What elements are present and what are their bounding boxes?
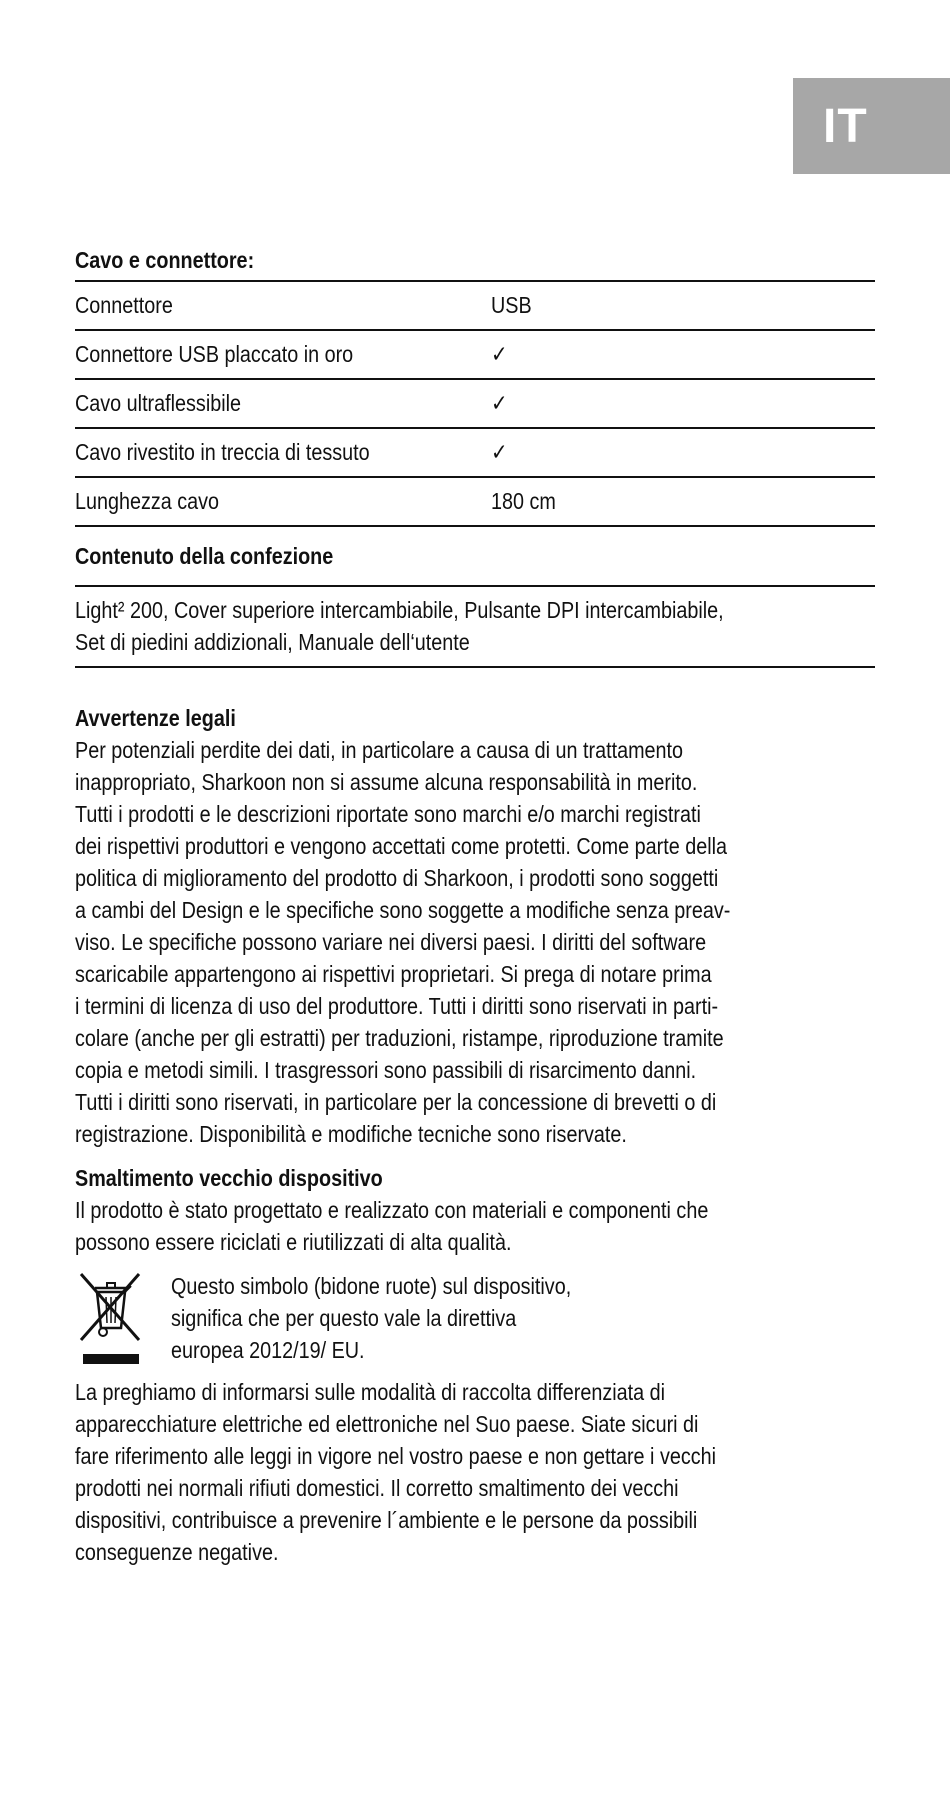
text-line: fare riferimento alle leggi in vigore nel vostro paese e non gettare i vecchi: [75, 1443, 717, 1469]
spec-value-checkmark: ✓: [491, 379, 875, 428]
text-line: apparecchiature elettriche ed elettroniche nel Suo paese. Siate sicuri di: [75, 1411, 699, 1437]
text-line: La preghiamo di informarsi sulle modalità di raccolta differenziata di: [75, 1379, 666, 1405]
text-line: i termini di licenza di uso del produttore. Tutti i diritti sono riservati in parti-: [75, 993, 719, 1019]
package-line: Light² 200, Cover superiore intercambiabile, Pulsante DPI intercambiabile,: [75, 597, 724, 623]
legal-section-title: Avvertenze legali: [75, 705, 236, 731]
text-line: colare (anche per gli estratti) per traduzioni, ristampe, riproduzione tramite: [75, 1025, 724, 1051]
table-row: [75, 330, 875, 379]
cable-spec-table: [75, 280, 875, 527]
text-line: europea 2012/19/ EU.: [171, 1337, 365, 1363]
weee-symbol-text: [171, 1270, 571, 1366]
crossed-out-wheelie-bin-icon: [77, 1270, 145, 1366]
spec-value-checkmark: ✓: [491, 428, 875, 477]
disposal-section: [75, 1162, 875, 1258]
legal-section: [75, 702, 875, 1150]
spec-value: 180 cm: [491, 477, 875, 526]
text-line: dispositivi, contribuisce a prevenire l´ambiente e le persone da possibili: [75, 1507, 698, 1533]
text-line: a cambi del Design e le specifiche sono soggette a modifiche senza preav-: [75, 897, 731, 923]
text-line: dei rispettivi produttori e vengono accettati come protetti. Come parte della: [75, 833, 727, 859]
package-section-title: Contenuto della confezione: [75, 543, 334, 569]
package-contents-text: [75, 594, 875, 658]
text-line: Il prodotto è stato progettato e realizzato con materiali e componenti che: [75, 1197, 709, 1223]
spec-label: Lunghezza cavo: [75, 477, 491, 526]
spec-label: Connettore USB placcato in oro: [75, 330, 491, 379]
manual-page-content: [75, 244, 875, 1568]
text-line: scaricabile appartengono ai rispettivi proprietari. Si prega di notare prima: [75, 961, 712, 987]
text-line: politica di miglioramento del prodotto di Sharkoon, i prodotti sono soggetti: [75, 865, 719, 891]
text-line: possono essere riciclati e riutilizzati di alta qualità.: [75, 1229, 512, 1255]
text-line: registrazione. Disponibilità e modifiche tecniche sono riservate.: [75, 1121, 627, 1147]
package-section-header: [75, 527, 875, 585]
package-line: Set di piedini addizionali, Manuale dell‘utente: [75, 629, 470, 655]
table-row: [75, 379, 875, 428]
package-contents-box: [75, 585, 875, 668]
spec-label: Cavo rivestito in treccia di tessuto: [75, 428, 491, 477]
cable-section-title: Cavo e connettore:: [75, 247, 255, 273]
text-line: prodotti nei normali rifiuti domestici. Il corretto smaltimento dei vecchi: [75, 1475, 679, 1501]
text-line: Questo simbolo (bidone ruote) sul dispositivo,: [171, 1273, 572, 1299]
table-row: [75, 281, 875, 330]
text-line: viso. Le specifiche possono variare nei diversi paesi. I diritti del software: [75, 929, 707, 955]
language-tab: IT: [793, 78, 950, 174]
table-row: [75, 477, 875, 526]
disposal-section-title: Smaltimento vecchio dispositivo: [75, 1165, 383, 1191]
table-row: [75, 428, 875, 477]
disposal-closing-text: [75, 1376, 875, 1568]
text-line: conseguenze negative.: [75, 1539, 279, 1565]
text-line: Tutti i prodotti e le descrizioni riportate sono marchi e/o marchi registrati: [75, 801, 701, 827]
weee-symbol-row: [75, 1270, 875, 1366]
text-line: significa che per questo vale la direttiva: [171, 1305, 517, 1331]
text-line: inappropriato, Sharkoon non si assume alcuna responsabilità in merito.: [75, 769, 698, 795]
text-line: Per potenziali perdite dei dati, in particolare a causa di un trattamento: [75, 737, 684, 763]
spec-label: Connettore: [75, 281, 491, 330]
spec-value: USB: [491, 281, 875, 330]
spec-label: Cavo ultraflessibile: [75, 379, 491, 428]
text-line: Tutti i diritti sono riservati, in particolare per la concessione di brevetti o di: [75, 1089, 717, 1115]
text-line: copia e metodi simili. I trasgressori sono passibili di risarcimento danni.: [75, 1057, 697, 1083]
spec-value-checkmark: ✓: [491, 330, 875, 379]
